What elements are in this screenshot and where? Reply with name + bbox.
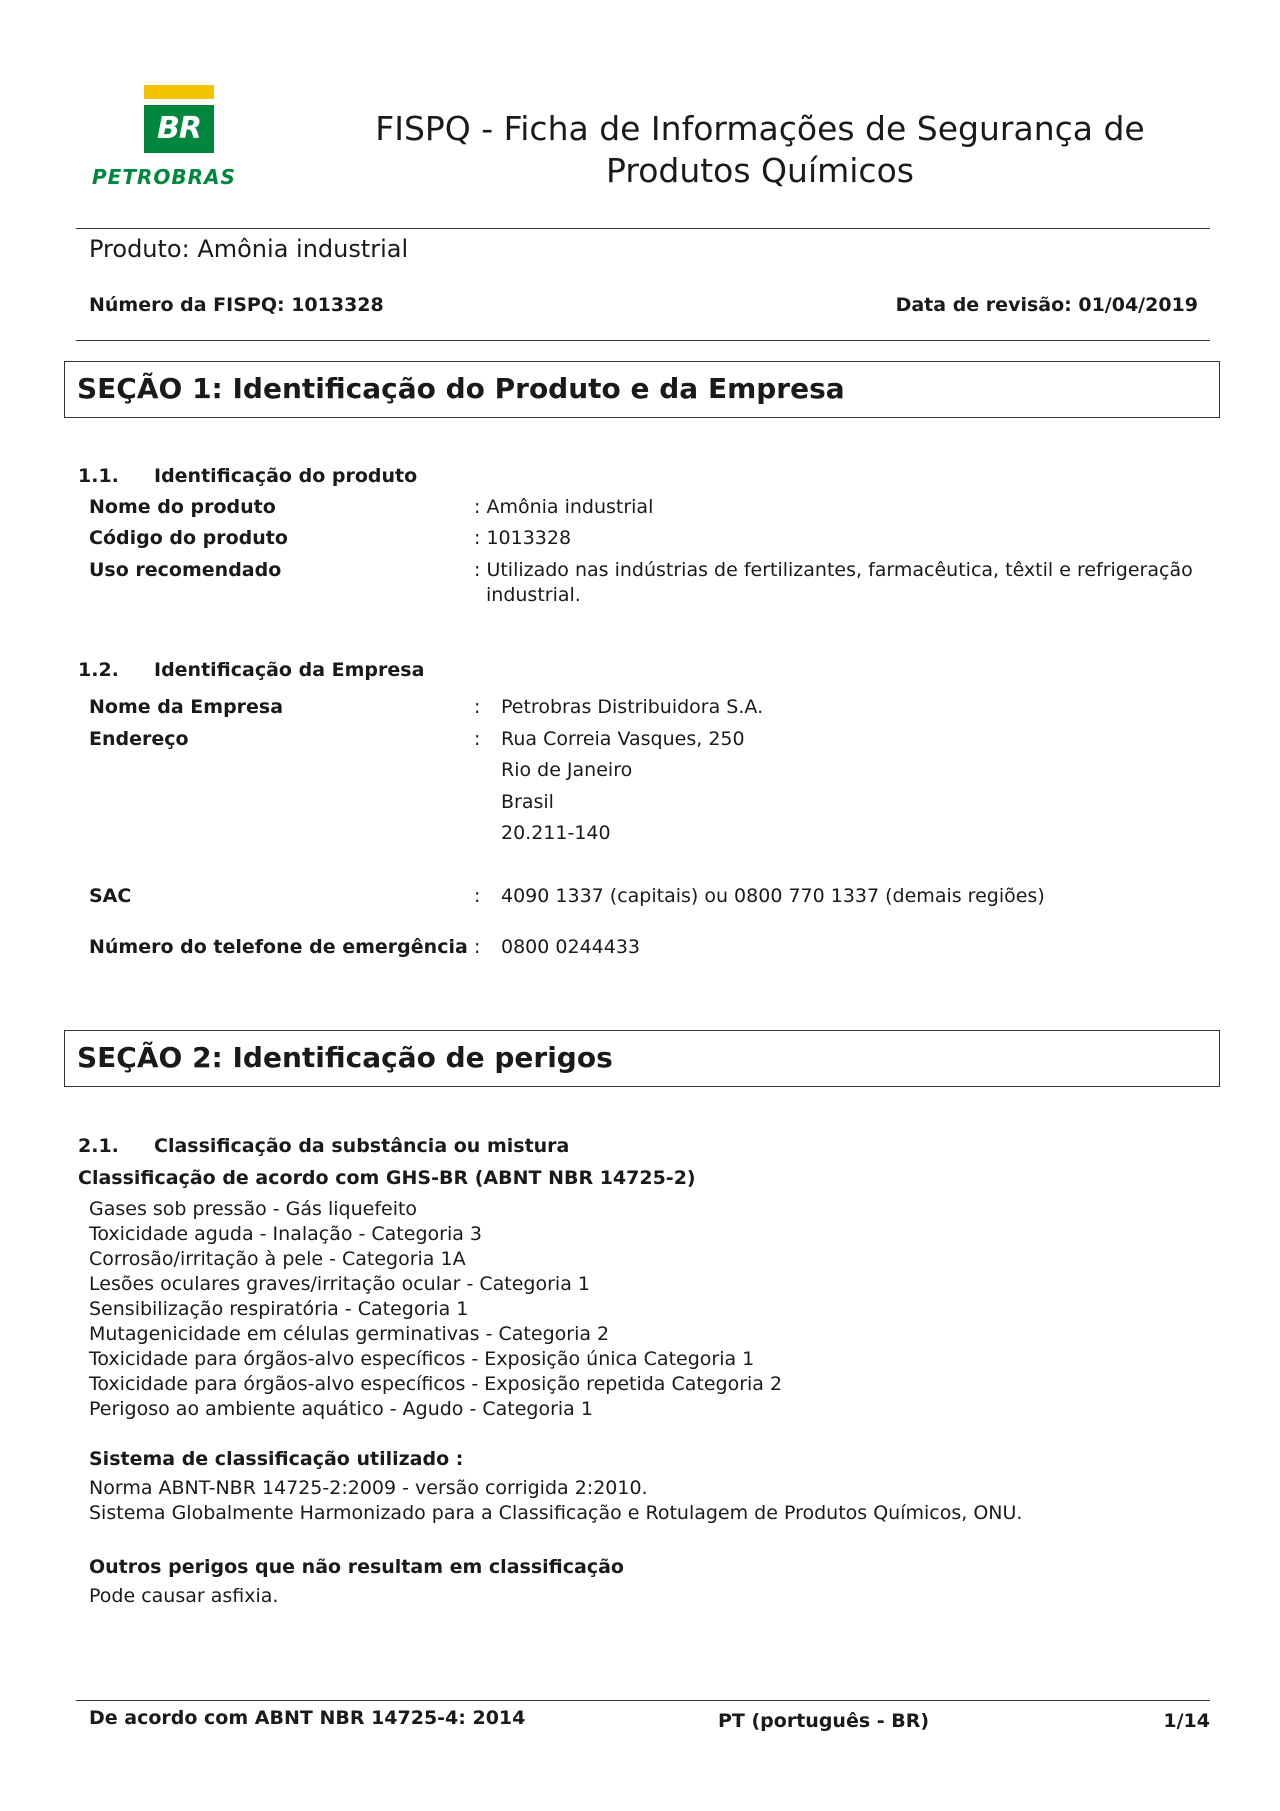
petrobras-logo: [92, 85, 282, 195]
address-line-4: 20.211-140: [501, 822, 611, 844]
value-recommended-use-cont: industrial.: [486, 584, 581, 606]
title-line-2: Produtos Químicos: [606, 151, 914, 190]
other-hazards-heading: Outros perigos que não resultam em classificação: [89, 1556, 624, 1578]
section-2-title: SEÇÃO 2: Identificação de perigos: [77, 1041, 613, 1074]
value-recommended-use: : Utilizado nas indústrias de fertilizantes, farmacêutica, têxtil e refrigeração: [474, 559, 1193, 581]
classification-list: [89, 1197, 782, 1422]
value-product-name: : Amônia industrial: [474, 496, 654, 518]
title-line-1: FISPQ - Ficha de Informações de Segurança de: [375, 109, 1145, 148]
address-line-3: Brasil: [501, 791, 554, 813]
list-item: Sensibilização respiratória - Categoria 1: [89, 1298, 469, 1320]
product-name: Produto: Amônia industrial: [89, 235, 409, 263]
list-item: Toxicidade para órgãos-alvo específicos - Exposição repetida Categoria 2: [89, 1373, 783, 1395]
list-item: Mutagenicidade em células germinativas - Categoria 2: [89, 1323, 610, 1345]
ghs-heading: Classificação de acordo com GHS-BR (ABNT NBR 14725-2): [78, 1167, 696, 1189]
label-product-code: Código do produto: [89, 527, 288, 549]
label-company-name: Nome da Empresa: [89, 696, 284, 718]
value-sac: 4090 1337 (capitais) ou 0800 770 1337 (demais regiões): [501, 885, 1045, 907]
value-emergency-phone: 0800 0244433: [501, 936, 641, 958]
label-emergency-phone: Número do telefone de emergência: [89, 936, 468, 958]
header-divider-top: [76, 228, 1210, 229]
subsection-1-2: [78, 659, 424, 681]
value-company-name: Petrobras Distribuidora S.A.: [501, 696, 764, 718]
system-line-2: Sistema Globalmente Harmonizado para a Classificação e Rotulagem de Produtos Químicos, ONU.: [89, 1502, 1023, 1524]
colon: :: [474, 728, 481, 750]
subsection-title: Identificação da Empresa: [154, 659, 425, 681]
header-divider-bottom: [76, 340, 1210, 341]
other-hazards-text: Pode causar asfixia.: [89, 1585, 279, 1607]
subsection-2-1: [78, 1135, 569, 1157]
footer-divider: [76, 1700, 1210, 1701]
colon: :: [474, 885, 481, 907]
section-1-header: [64, 361, 1220, 418]
document-title: [370, 108, 1150, 192]
system-text: [89, 1476, 1022, 1526]
colon: :: [474, 696, 481, 718]
label-sac: SAC: [89, 885, 132, 907]
subsection-title: Identificação do produto: [154, 465, 418, 487]
list-item: Lesões oculares graves/irritação ocular - Categoria 1: [89, 1273, 590, 1295]
label-product-name: Nome do produto: [89, 496, 276, 518]
logo-name: PETROBRAS: [92, 165, 236, 189]
subsection-number: 1.2.: [78, 659, 119, 681]
list-item: Toxicidade aguda - Inalação - Categoria 3: [89, 1223, 482, 1245]
list-item: Toxicidade para órgãos-alvo específicos - Exposição única Categoria 1: [89, 1348, 755, 1370]
system-line-1: Norma ABNT-NBR 14725-2:2009 - versão corrigida 2:2010.: [89, 1477, 648, 1499]
colon: :: [474, 936, 481, 958]
logo-br-text: BR: [157, 111, 201, 146]
subsection-number: 1.1.: [78, 465, 119, 487]
label-address: Endereço: [89, 728, 189, 750]
subsection-number: 2.1.: [78, 1135, 119, 1157]
subsection-1-1: [78, 465, 417, 487]
section-2-header: [64, 1030, 1220, 1087]
label-recommended-use: Uso recomendado: [89, 559, 282, 581]
list-item: Corrosão/irritação à pele - Categoria 1A: [89, 1248, 466, 1270]
value-product-code: : 1013328: [474, 527, 572, 549]
system-heading: Sistema de classificação utilizado :: [89, 1448, 464, 1470]
section-1-title: SEÇÃO 1: Identificação do Produto e da Empresa: [77, 372, 845, 405]
logo-yellow-bar: [144, 85, 214, 99]
list-item: Gases sob pressão - Gás liquefeito: [89, 1198, 418, 1220]
fispq-number: Número da FISPQ: 1013328: [89, 294, 384, 316]
footer-language: PT (português - BR): [718, 1710, 930, 1732]
logo-green-box: [144, 105, 214, 153]
subsection-title: Classificação da substância ou mistura: [154, 1135, 570, 1157]
address-line-2: Rio de Janeiro: [501, 759, 633, 781]
revision-date: Data de revisão: 01/04/2019: [895, 294, 1198, 316]
address-line-1: Rua Correia Vasques, 250: [501, 728, 745, 750]
list-item: Perigoso ao ambiente aquático - Agudo - Categoria 1: [89, 1398, 593, 1420]
page-number: 1/14: [1163, 1710, 1210, 1732]
footer-standard: De acordo com ABNT NBR 14725-4: 2014: [89, 1707, 526, 1729]
